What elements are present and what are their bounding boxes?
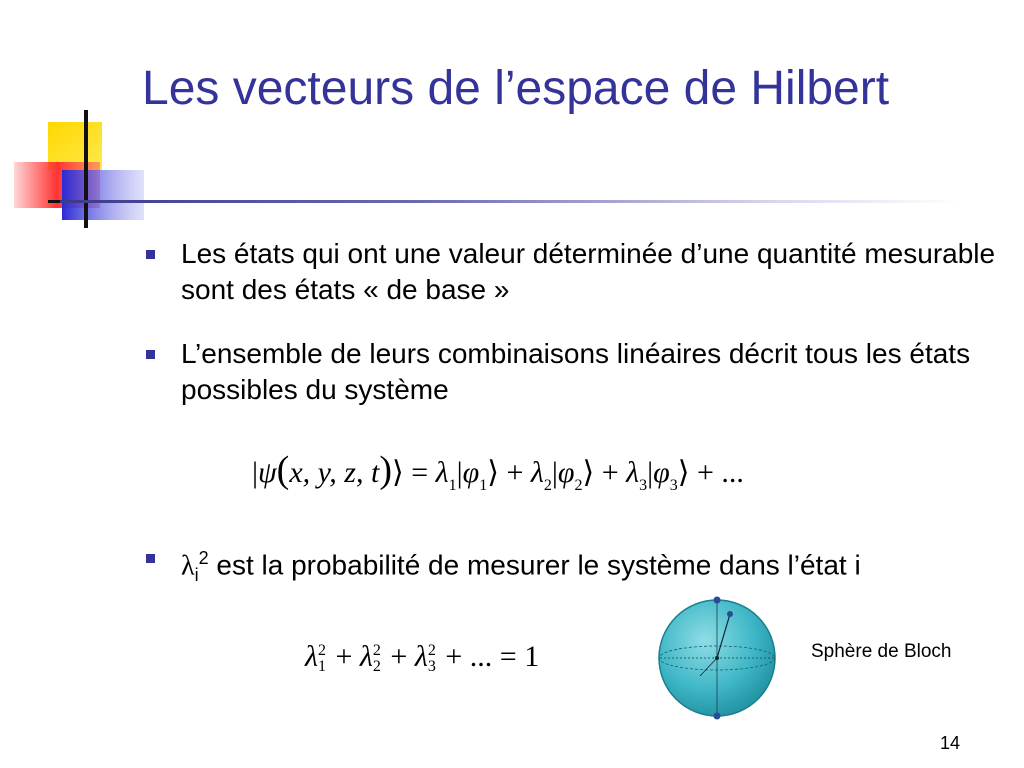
lambda-symbol: λ [305,640,318,673]
exponent-2: 2 [372,642,381,660]
subscript-i: i [194,564,199,585]
ellipsis: ... [469,640,493,673]
bullet-marker [146,554,155,563]
index-1: 1 [318,658,326,676]
phi-symbol: φ [653,456,670,489]
bullet-marker [146,250,155,259]
index-1: 1 [479,477,488,494]
corner-logo-icon [0,0,150,240]
bloch-sphere-icon [650,592,785,722]
bullet-text: L’ensemble de leurs combinaisons linéaires décrit tous les états possibles du système [181,338,971,405]
lambda-symbol: λ [626,456,640,489]
index-2: 2 [574,477,583,494]
superscript-2: 2 [198,548,209,568]
phi-symbol: φ [557,456,575,489]
superposition-equation: |ψ(x, y, z, t)⟩ = $\lambda_1|\varphi_1⟩$ + $\lambda_2|\varphi_2⟩$ + $\lambda_3|\varphi_3⟩$ + ... [252,449,744,494]
ellipsis: ... [721,456,744,489]
equation-rhs: 1 [524,640,540,673]
index-3: 3 [427,658,436,676]
page-number: 14 [940,733,961,753]
bullet-text: est la probabilité de mesurer le système dans l’état i [208,549,861,581]
lambda-symbol: λ [359,640,373,673]
psi-symbol: ψ [258,456,277,489]
bullet-item [146,236,1006,308]
index-3: 3 [639,477,648,494]
bullet-list [146,236,1006,408]
plus-sign: + [335,640,353,673]
index-2: 2 [372,658,381,676]
equals-sign: = [411,456,429,489]
state-arguments: x, y, z, t [289,456,380,489]
index-3: 3 [669,477,678,494]
normalization-equation [305,640,539,675]
exponent-2: 2 [427,642,436,660]
exponent-2: 2 [318,642,326,660]
bullet-marker [146,350,155,359]
plus-sign: + [601,456,619,489]
index-2: 2 [543,477,552,494]
lambda-symbol: λ [414,640,428,673]
equals-sign: = [499,640,517,673]
plus-sign: + [390,640,408,673]
lambda-symbol: λ [181,550,195,582]
index-1: 1 [448,477,457,494]
phi-symbol: φ [462,456,480,489]
title-underline [60,200,960,203]
lambda-symbol: λ [530,456,544,489]
plus-sign: + [696,456,714,489]
bullet-text: Les états qui ont une valeur déterminée d’une quantité mesurable sont des états « de base » [181,238,996,305]
bullet-item [146,336,1006,408]
bullet-item [146,540,1024,593]
plus-sign: + [445,640,463,673]
slide-title: Les vecteurs de l’espace de Hilbert [142,62,890,115]
plus-sign: + [506,456,524,489]
figure-caption: Sphère de Bloch [811,641,952,662]
lambda-symbol: λ [435,456,449,489]
